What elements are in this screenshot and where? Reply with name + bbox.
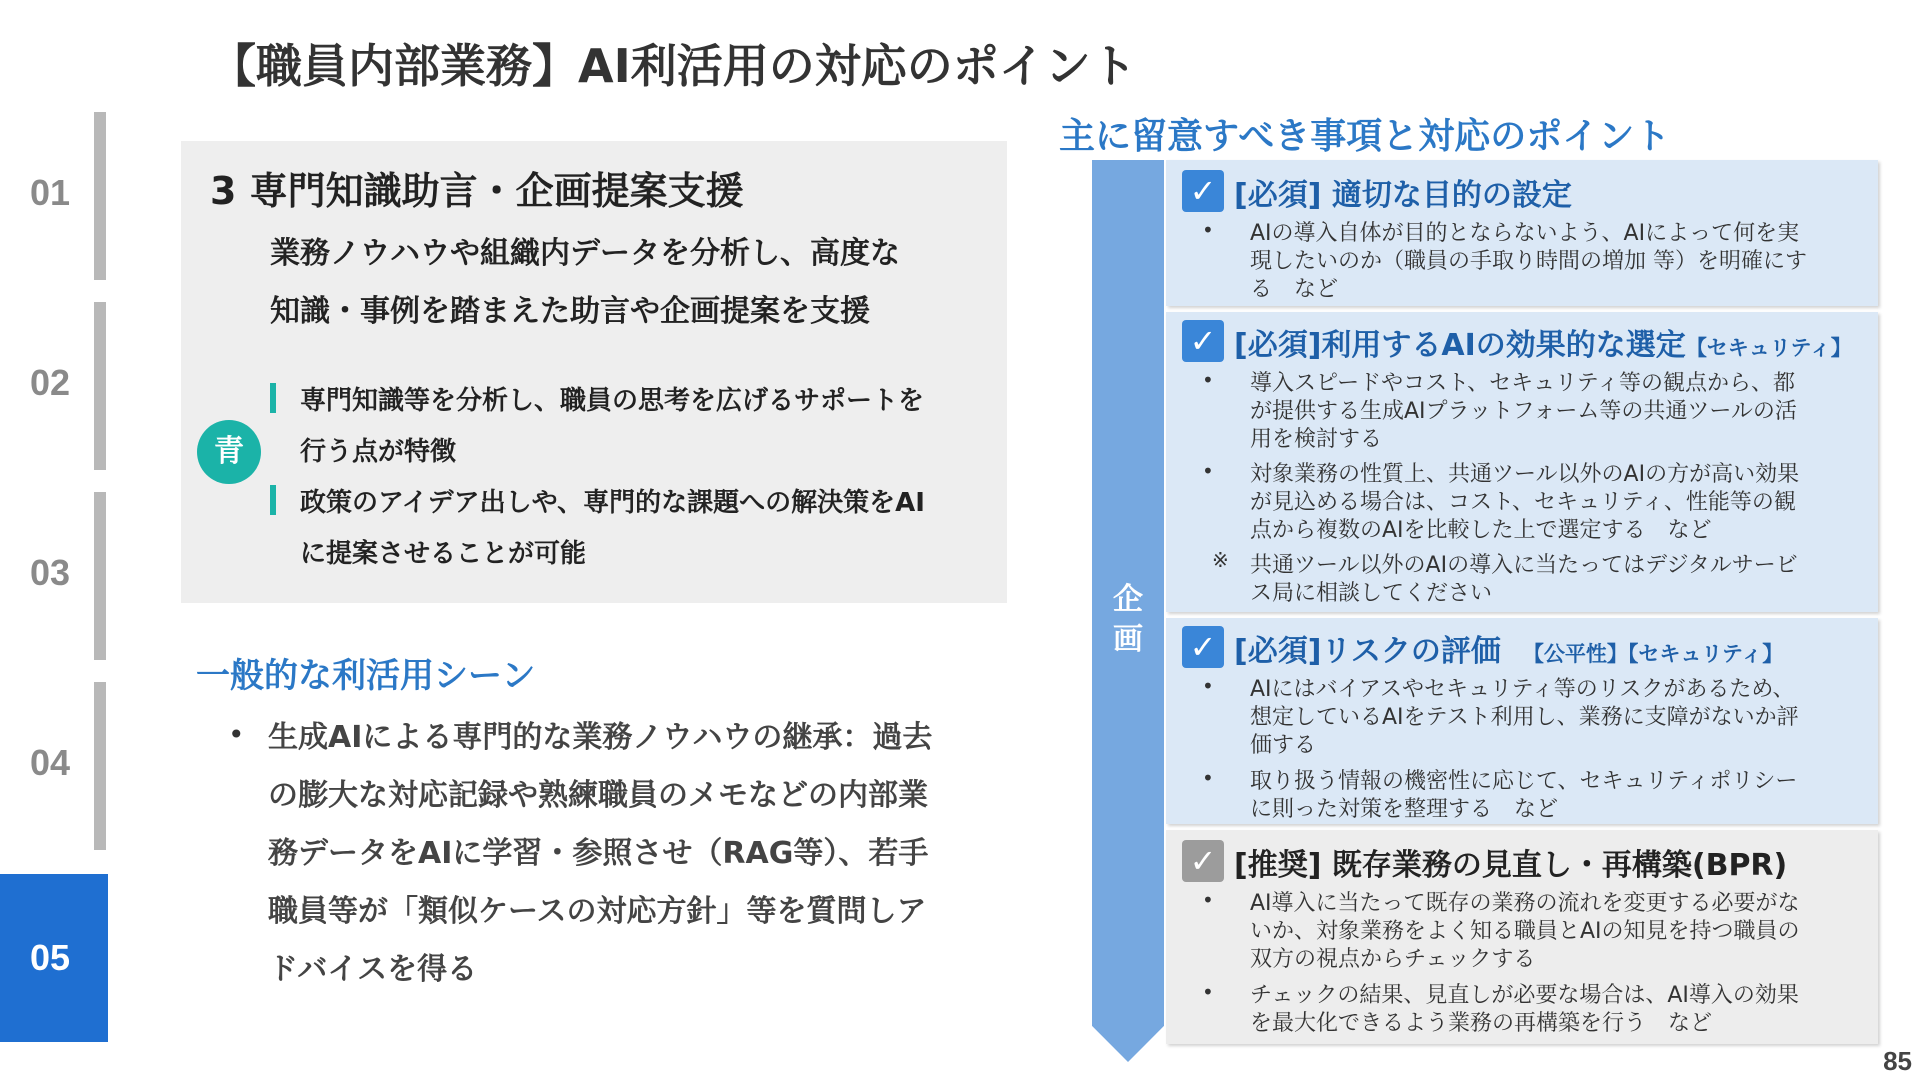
page-title: 【職員内部業務】AI利活用の対応のポイント (210, 39, 1137, 93)
card-text-line: 双方の視点からチェックする (1250, 947, 1536, 972)
card-text-line: 取り扱う情報の機密性に応じて、セキュリティポリシー (1250, 769, 1798, 794)
card-tag: 【セキュリティ】 (1685, 336, 1852, 360)
card-text-line: 用を検討する (1250, 427, 1383, 452)
card-title: [必須] 適切な目的の設定 (1234, 178, 1572, 213)
bullet-marker: • (1202, 888, 1214, 912)
nav-item-04[interactable]: 04 (29, 742, 71, 783)
points-heading: 主に留意すべき事項と対応のポイント (1059, 116, 1671, 157)
card-text-line: チェックの結果、見直しが必要な場合は、AI導入の効果 (1250, 983, 1799, 1008)
usage-scene-line: 職員等が「類似ケースの対応方針」等を質問しア (268, 894, 927, 929)
note-marker: ※ (1212, 548, 1229, 572)
blue-category-badge: 青 (197, 420, 261, 484)
nav-item-01[interactable]: 01 (29, 172, 71, 213)
card-title (1234, 626, 1783, 670)
usage-scene-line: 務データをAIに学習・参照させ（RAG等）、若手 (268, 836, 929, 871)
card-text-line: を最大化できるよう業務の再構築を行う など (1250, 1011, 1713, 1036)
feature-marker (270, 485, 276, 515)
card-text-line: が提供する生成AIプラットフォーム等の共通ツールの活 (1250, 399, 1797, 424)
nav-item-03[interactable]: 03 (29, 552, 71, 593)
point-card-purpose (1166, 160, 1878, 306)
bullet-marker: • (1202, 980, 1214, 1004)
bullet-marker: • (1202, 368, 1214, 392)
card-text-line: いか、対象業務をよく知る職員とAIの知見を持つ職員の (1250, 919, 1800, 944)
card-text-line: AIの導入自体が目的とならないよう、AIによって何を実 (1250, 221, 1800, 246)
card-title (1234, 320, 1852, 364)
card-text-line: 対象業務の性質上、共通ツール以外のAIの方が高い効果 (1250, 462, 1800, 487)
card-text-line: ス局に相談してください (1250, 581, 1493, 606)
check-icon: ✓ (1182, 626, 1224, 668)
point-card-risk-evaluation (1166, 618, 1878, 824)
bullet-marker: • (1202, 674, 1214, 698)
check-icon: ✓ (1182, 170, 1224, 212)
bullet-marker: • (1202, 766, 1214, 790)
usage-scene-line: の膨大な対応記録や熟練職員のメモなどの内部業 (268, 778, 928, 813)
feature-line: 政策のアイデア出しや、専門的な課題への解決策をAI (300, 488, 925, 518)
bullet-marker: • (228, 718, 245, 751)
card-title-text: [必須]リスクの評価 (1234, 634, 1501, 669)
card-text-line: に則った対策を整理する など (1250, 797, 1559, 822)
card-text-line: 点から複数のAIを比較した上で選定する など (1250, 518, 1712, 543)
card-text-line: AIにはバイアスやセキュリティ等のリスクがあるため、 (1250, 677, 1795, 702)
card-text-line: 価する (1250, 733, 1317, 758)
card-text-line: 導入スピードやコスト、セキュリティ等の観点から、都 (1250, 371, 1795, 396)
usage-scene-line: 生成AIによる専門的な業務ノウハウの継承：過去 (268, 720, 933, 755)
phase-label-text: 企画 (1113, 582, 1143, 657)
card-text-line: 想定しているAIをテスト利用し、業務に支障がないか評 (1250, 705, 1799, 730)
check-icon: ✓ (1182, 840, 1224, 882)
nav-item-02[interactable]: 02 (29, 362, 71, 403)
description-line: 知識・事例を踏まえた助言や企画提案を支援 (270, 294, 870, 329)
point-card-ai-selection (1166, 312, 1878, 612)
card-text-line: 共通ツール以外のAIの導入に当たってはデジタルサービ (1250, 553, 1798, 578)
card-text-line: AI導入に当たって既存の業務の流れを変更する必要がな (1250, 891, 1800, 916)
description-heading: 3 専門知識助言・企画提案支援 (210, 169, 744, 213)
description-line: 業務ノウハウや組織内データを分析し、高度な (270, 236, 900, 271)
point-card-bpr (1166, 830, 1878, 1044)
card-title-text: [必須]利用するAIの効果的な選定 (1234, 328, 1686, 363)
check-icon: ✓ (1182, 320, 1224, 362)
page-number: 85 (1883, 1046, 1912, 1076)
card-text-line: が見込める場合は、コスト、セキュリティ、性能等の観 (1250, 490, 1796, 515)
card-text-line: 現したいのか（職員の手取り時間の増加 等）を明確にす (1250, 249, 1807, 274)
usage-scene-line: ドバイスを得る (268, 952, 478, 987)
feature-line: 専門知識等を分析し、職員の思考を広げるサポートを (300, 386, 925, 416)
feature-line: 行う点が特徴 (300, 437, 457, 467)
card-tag: 【公平性】【セキュリティ】 (1522, 642, 1784, 666)
usage-scenes-heading: 一般的な利活用シーン (196, 656, 536, 696)
nav-item-05[interactable]: 05 (29, 937, 71, 978)
card-title: [推奨] 既存業務の見直し・再構築(BPR) (1234, 848, 1788, 883)
bullet-marker: • (1202, 459, 1214, 483)
feature-line: に提案させることが可能 (300, 539, 587, 569)
feature-marker (270, 383, 276, 413)
phase-label (1092, 580, 1164, 660)
bullet-marker: • (1202, 218, 1214, 242)
card-text-line: る など (1250, 277, 1339, 302)
